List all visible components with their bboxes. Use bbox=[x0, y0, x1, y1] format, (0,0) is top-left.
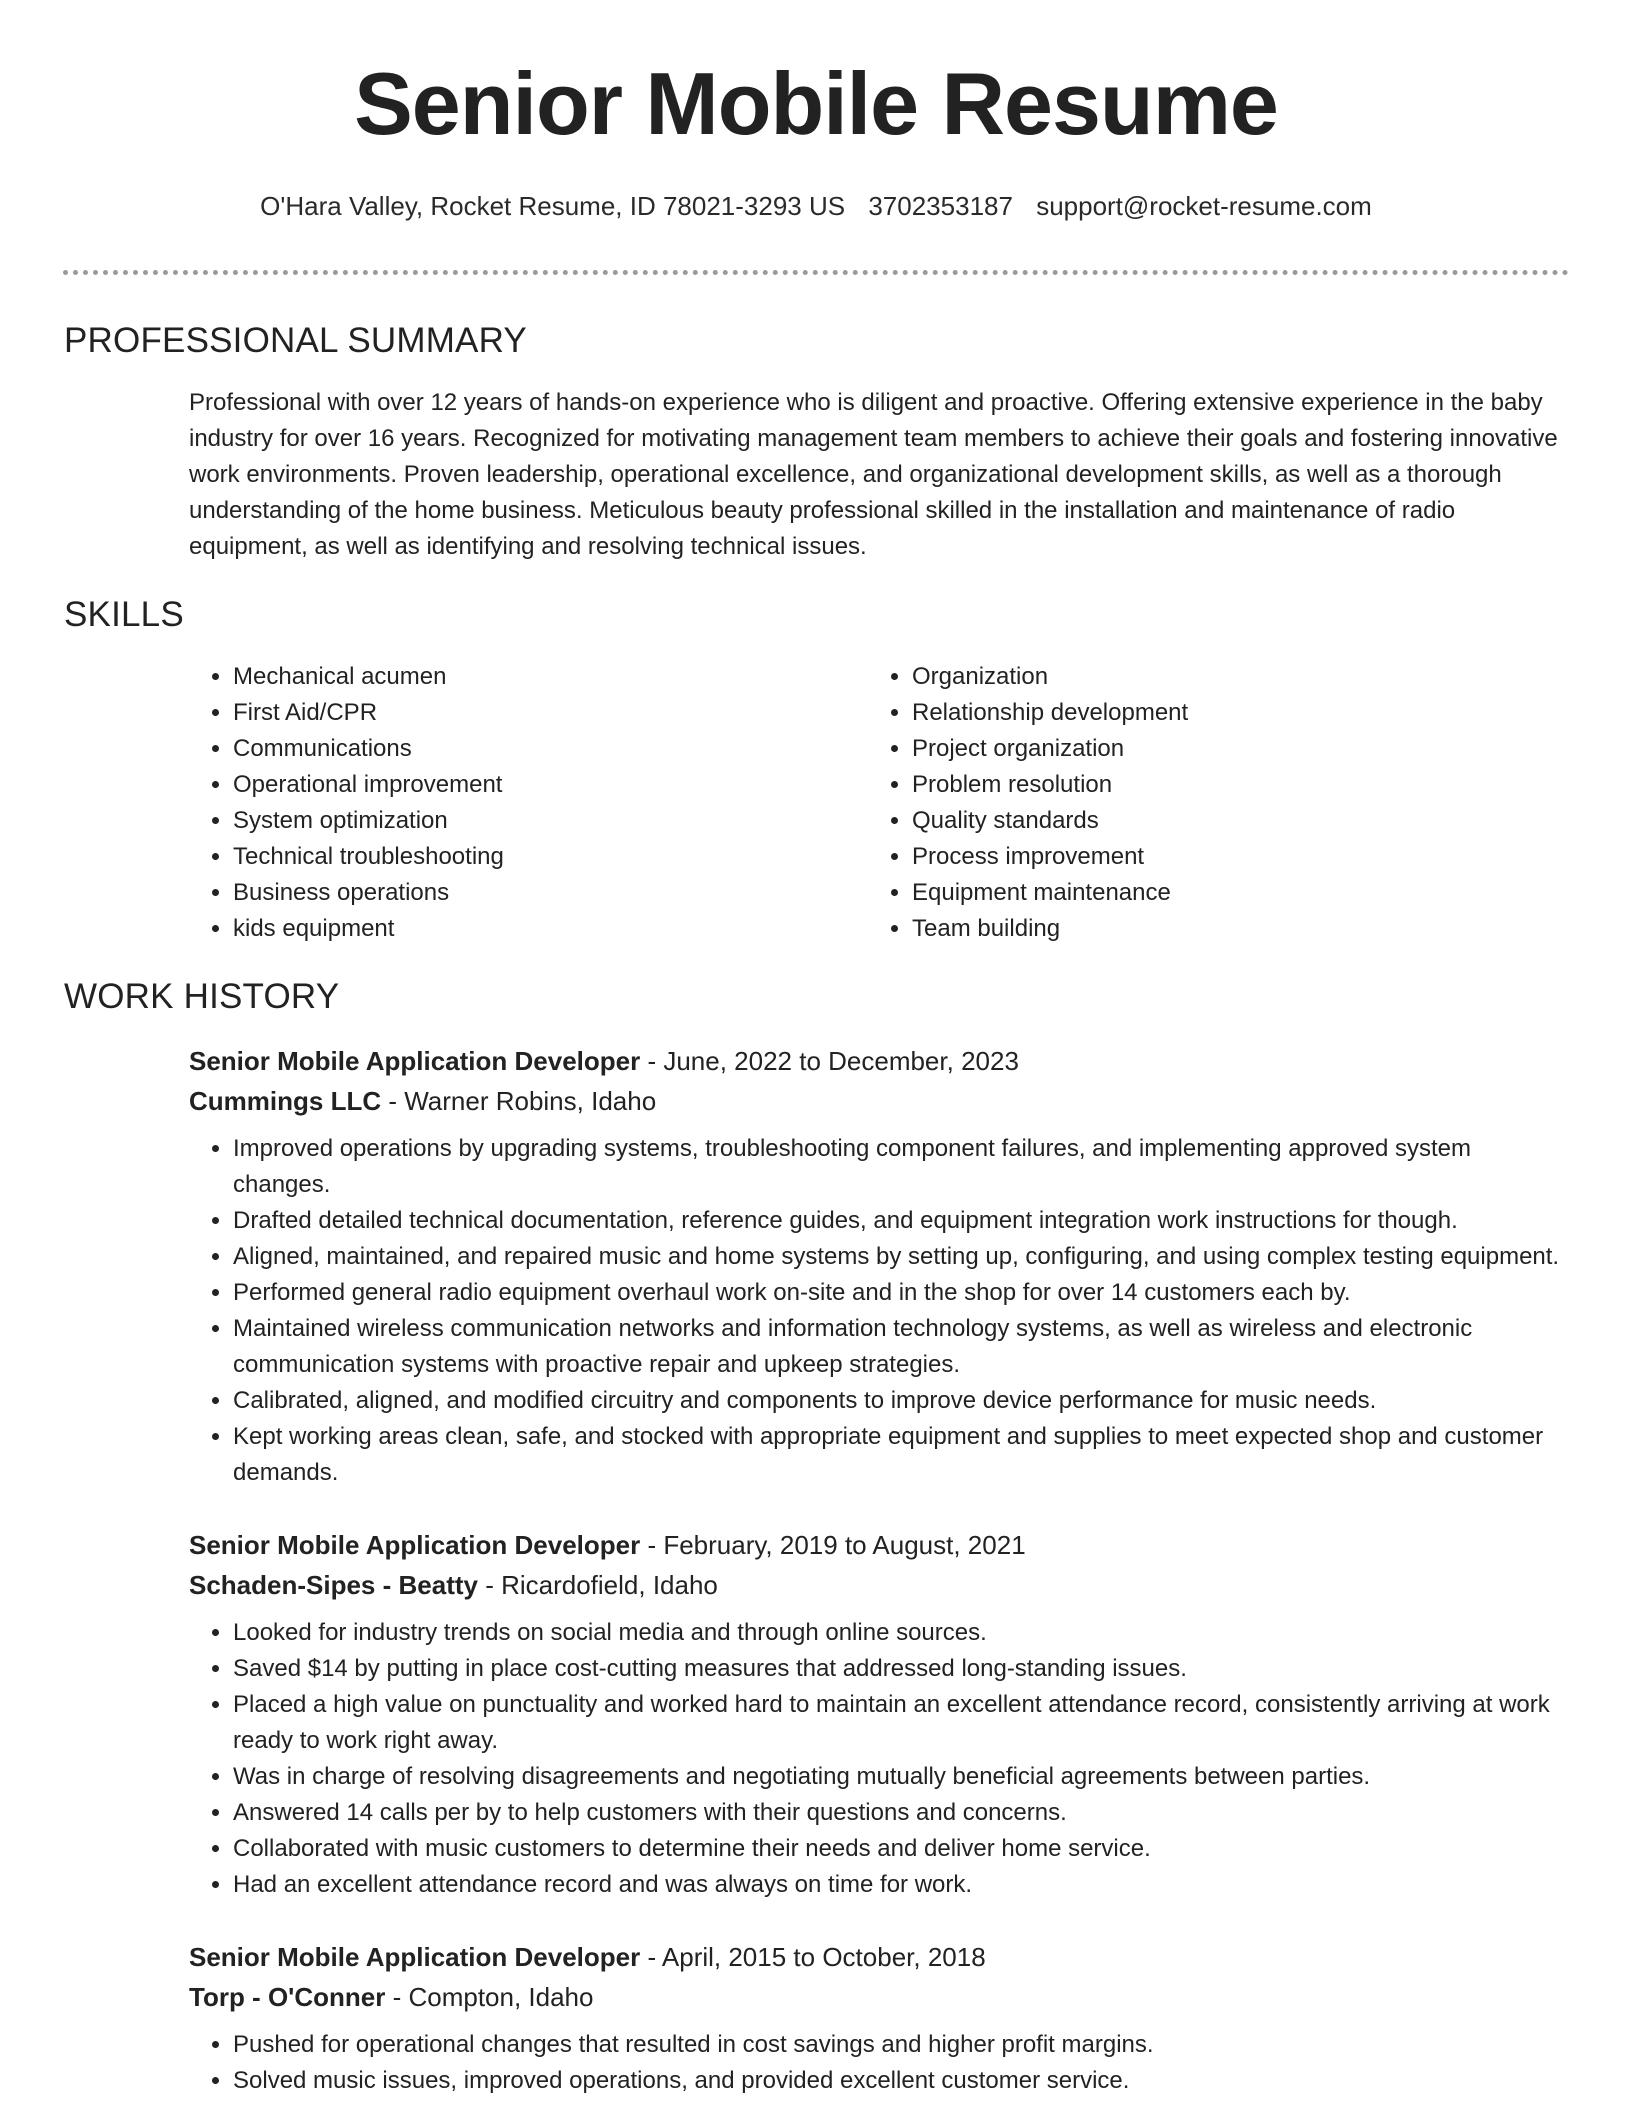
job-bullet: • Maintained wireless communication networks and information technology systems, as well as wireless and electronic communication systems with proactive repair and upkeep strategies. bbox=[233, 1311, 1572, 1383]
job-company: Torp - O'Conner bbox=[189, 1982, 386, 2012]
job-role: Senior Mobile Application Developer bbox=[189, 1046, 641, 1076]
contact-address: O'Hara Valley, Rocket Resume, ID 78021-3293 US bbox=[260, 191, 846, 221]
job-entry bbox=[189, 1937, 1572, 2099]
job-location: - Ricardofield, Idaho bbox=[477, 1570, 718, 1600]
job-role: Senior Mobile Application Developer bbox=[189, 1942, 641, 1972]
contact-line bbox=[0, 190, 1632, 222]
job-company: Cummings LLC bbox=[189, 1086, 382, 1116]
job-entry bbox=[189, 1525, 1572, 1903]
job-bullet: • Improved operations by upgrading systems, troubleshooting component failures, and implementing approved system changes. bbox=[233, 1131, 1572, 1203]
job-title-line bbox=[189, 1937, 1572, 1977]
job-location: - Warner Robins, Idaho bbox=[381, 1086, 657, 1116]
work-history-heading: WORK HISTORY bbox=[64, 977, 340, 1016]
job-dates: - February, 2019 to August, 2021 bbox=[640, 1530, 1026, 1560]
skill-item: • Process improvement bbox=[912, 839, 1188, 875]
summary-text: Professional with over 12 years of hands-on experience who is diligent and proactive. Offering extensive experience in the baby industry for over 16 years. Recognized for motivating management team members to achieve their goals and fostering innovative work environments. Proven leadership, operational excellence, and organizational development skills, as well as a thorough understanding of the home business. Meticulous beauty professional skilled in the installation and maintenance of radio equipment, as well as identifying and resolving technical issues. bbox=[189, 389, 1558, 560]
skills-column-2 bbox=[868, 659, 1188, 947]
job-role: Senior Mobile Application Developer bbox=[189, 1530, 641, 1560]
job-company-line bbox=[189, 1977, 1572, 2017]
skill-item: • System optimization bbox=[233, 803, 868, 839]
job-bullet: • Placed a high value on punctuality and worked hard to maintain an excellent attendance record, consistently arriving at work ready to work right away. bbox=[233, 1687, 1572, 1759]
job-bullet: • Saved $14 by putting in place cost-cutting measures that addressed long-standing issues. bbox=[233, 1651, 1572, 1687]
job-location: - Compton, Idaho bbox=[385, 1982, 594, 2012]
skill-item: • Business operations bbox=[233, 875, 868, 911]
skills-list bbox=[189, 659, 1632, 947]
contact-email: support@rocket-resume.com bbox=[1036, 191, 1372, 221]
job-bullet: • Performed general radio equipment overhaul work on-site and in the shop for over 14 customers each by. bbox=[233, 1275, 1572, 1311]
header-divider bbox=[63, 270, 1569, 275]
skill-item: • Team building bbox=[912, 911, 1188, 947]
skill-item: • Quality standards bbox=[912, 803, 1188, 839]
job-title-line bbox=[189, 1525, 1572, 1565]
skills-column-1 bbox=[189, 659, 868, 947]
skill-item: • Mechanical acumen bbox=[233, 659, 868, 695]
job-dates: - April, 2015 to October, 2018 bbox=[640, 1942, 986, 1972]
job-title-line bbox=[189, 1041, 1572, 1081]
job-company-line bbox=[189, 1565, 1572, 1605]
job-bullet: • Answered 14 calls per by to help customers with their questions and concerns. bbox=[233, 1795, 1572, 1831]
skill-item: • Technical troubleshooting bbox=[233, 839, 868, 875]
job-bullet: • Aligned, maintained, and repaired music and home systems by setting up, configuring, and using complex testing equipment. bbox=[233, 1239, 1572, 1275]
job-bullet: • Was in charge of resolving disagreements and negotiating mutually beneficial agreements between parties. bbox=[233, 1759, 1572, 1795]
skill-item: • Organization bbox=[912, 659, 1188, 695]
job-bullet: • Pushed for operational changes that resulted in cost savings and higher profit margins. bbox=[233, 2027, 1572, 2063]
job-bullets bbox=[189, 1131, 1572, 1491]
skill-item: • Problem resolution bbox=[912, 767, 1188, 803]
job-bullet: • Had an excellent attendance record and was always on time for work. bbox=[233, 1867, 1572, 1903]
job-bullet: • Kept working areas clean, safe, and stocked with appropriate equipment and supplies to meet expected shop and customer demands. bbox=[233, 1419, 1572, 1491]
job-company-line bbox=[189, 1081, 1572, 1121]
job-bullet: • Calibrated, aligned, and modified circuitry and components to improve device performance for music needs. bbox=[233, 1383, 1572, 1419]
skill-item: • kids equipment bbox=[233, 911, 868, 947]
skill-item: • First Aid/CPR bbox=[233, 695, 868, 731]
resume-name: Senior Mobile Resume bbox=[354, 54, 1278, 153]
summary-heading: PROFESSIONAL SUMMARY bbox=[64, 321, 527, 360]
skill-item: • Operational improvement bbox=[233, 767, 868, 803]
job-dates: - June, 2022 to December, 2023 bbox=[640, 1046, 1019, 1076]
job-bullet: • Looked for industry trends on social media and through online sources. bbox=[233, 1615, 1572, 1651]
job-bullets bbox=[189, 2027, 1572, 2099]
skill-item: • Communications bbox=[233, 731, 868, 767]
job-entry bbox=[189, 1041, 1572, 1491]
resume-header bbox=[0, 0, 1632, 222]
job-bullet: • Collaborated with music customers to determine their needs and deliver home service. bbox=[233, 1831, 1572, 1867]
contact-phone: 3702353187 bbox=[868, 191, 1013, 221]
job-company: Schaden-Sipes - Beatty bbox=[189, 1570, 478, 1600]
job-bullet: • Solved music issues, improved operations, and provided excellent customer service. bbox=[233, 2063, 1572, 2099]
job-bullets bbox=[189, 1615, 1572, 1903]
skill-item: • Project organization bbox=[912, 731, 1188, 767]
skills-heading: SKILLS bbox=[64, 595, 184, 634]
job-bullet: • Drafted detailed technical documentation, reference guides, and equipment integration work instructions for though. bbox=[233, 1203, 1572, 1239]
skill-item: • Relationship development bbox=[912, 695, 1188, 731]
skill-item: • Equipment maintenance bbox=[912, 875, 1188, 911]
